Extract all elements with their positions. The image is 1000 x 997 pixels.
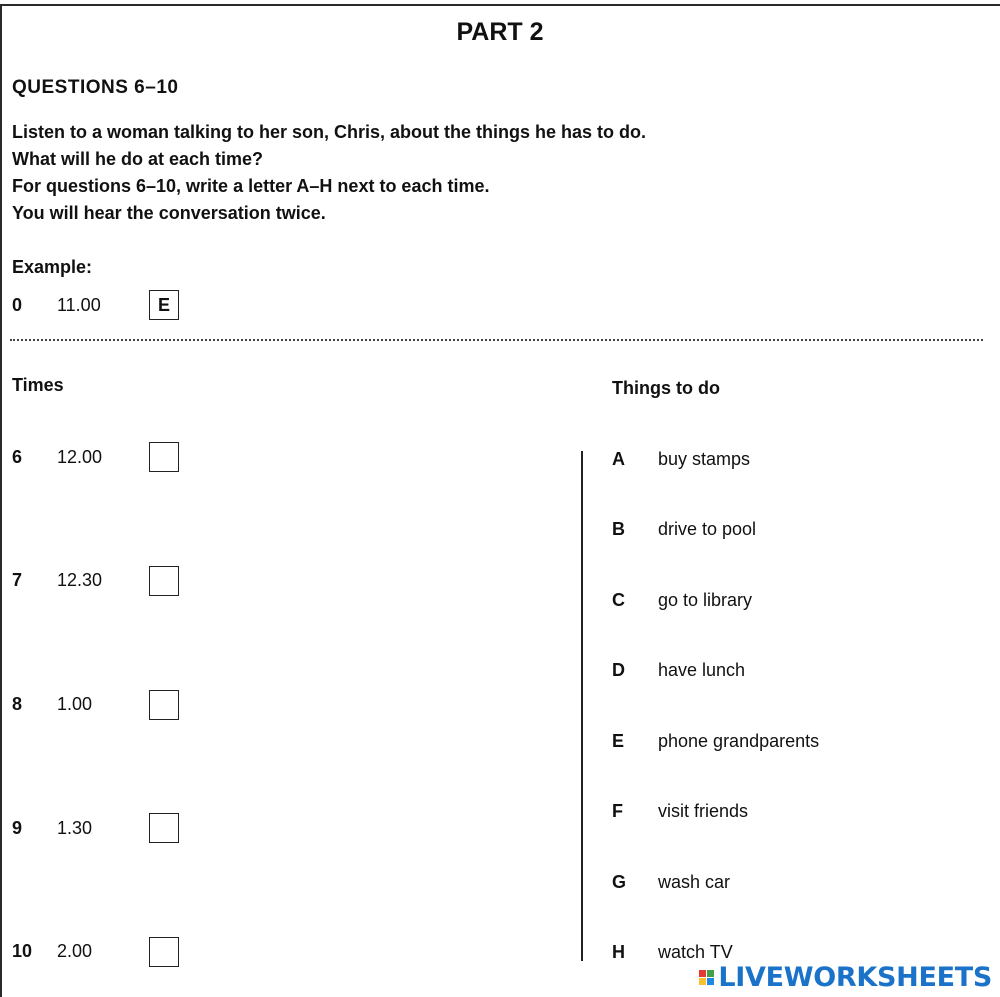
logo-square xyxy=(699,970,706,977)
page-border-top xyxy=(0,4,1000,6)
instruction-line: Listen to a woman talking to her son, Chris, about the things he has to do. xyxy=(12,122,647,142)
example-number: 0 xyxy=(12,295,23,315)
answer-box-8[interactable] xyxy=(149,690,179,720)
example-answer-box: E xyxy=(149,290,179,320)
question-number: 8 xyxy=(12,694,23,714)
question-number: 9 xyxy=(12,818,23,838)
page-border-left xyxy=(0,4,2,997)
question-number: 7 xyxy=(12,570,23,590)
instruction-line: What will he do at each time? xyxy=(12,149,264,169)
option-letter: H xyxy=(612,942,625,962)
instruction-line: For questions 6–10, write a letter A–H next to each time. xyxy=(12,176,490,196)
logo-square xyxy=(699,978,706,985)
times-header: Times xyxy=(12,375,64,395)
example-label: Example: xyxy=(12,257,93,277)
answer-box-9[interactable] xyxy=(149,813,179,843)
option-text: watch TV xyxy=(658,942,733,962)
things-header: Things to do xyxy=(612,378,720,398)
question-number: 6 xyxy=(12,447,23,467)
option-letter: D xyxy=(612,660,625,680)
question-number: 10 xyxy=(12,941,33,961)
question-time: 12.30 xyxy=(57,570,103,590)
vertical-divider xyxy=(581,451,583,961)
option-text: drive to pool xyxy=(658,519,757,539)
option-letter: C xyxy=(612,590,625,610)
logo-square xyxy=(707,978,714,985)
instruction-line: You will hear the conversation twice. xyxy=(12,203,326,223)
part-title: PART 2 xyxy=(456,18,544,46)
option-text: go to library xyxy=(658,590,753,610)
dotted-divider xyxy=(10,339,983,341)
question-time: 2.00 xyxy=(57,941,93,961)
option-letter: F xyxy=(612,801,623,821)
answer-box-7[interactable] xyxy=(149,566,179,596)
option-letter: A xyxy=(612,449,625,469)
option-text: visit friends xyxy=(658,801,749,821)
watermark-text: LIVEWORKSHEETS xyxy=(718,962,992,993)
liveworksheets-logo-icon xyxy=(699,970,714,985)
liveworksheets-watermark xyxy=(699,962,992,993)
option-letter: B xyxy=(612,519,625,539)
option-text: wash car xyxy=(658,872,731,892)
option-text: buy stamps xyxy=(658,449,751,469)
example-time: 11.00 xyxy=(57,295,101,315)
option-letter: G xyxy=(612,872,627,892)
answer-box-6[interactable] xyxy=(149,442,179,472)
option-text: phone grandparents xyxy=(658,731,820,751)
question-time: 1.00 xyxy=(57,694,93,714)
question-time: 12.00 xyxy=(57,447,103,467)
option-text: have lunch xyxy=(658,660,746,680)
questions-heading: QUESTIONS 6–10 xyxy=(12,77,179,98)
option-letter: E xyxy=(612,731,625,751)
question-time: 1.30 xyxy=(57,818,93,838)
logo-square xyxy=(707,970,714,977)
answer-box-10[interactable] xyxy=(149,937,179,967)
